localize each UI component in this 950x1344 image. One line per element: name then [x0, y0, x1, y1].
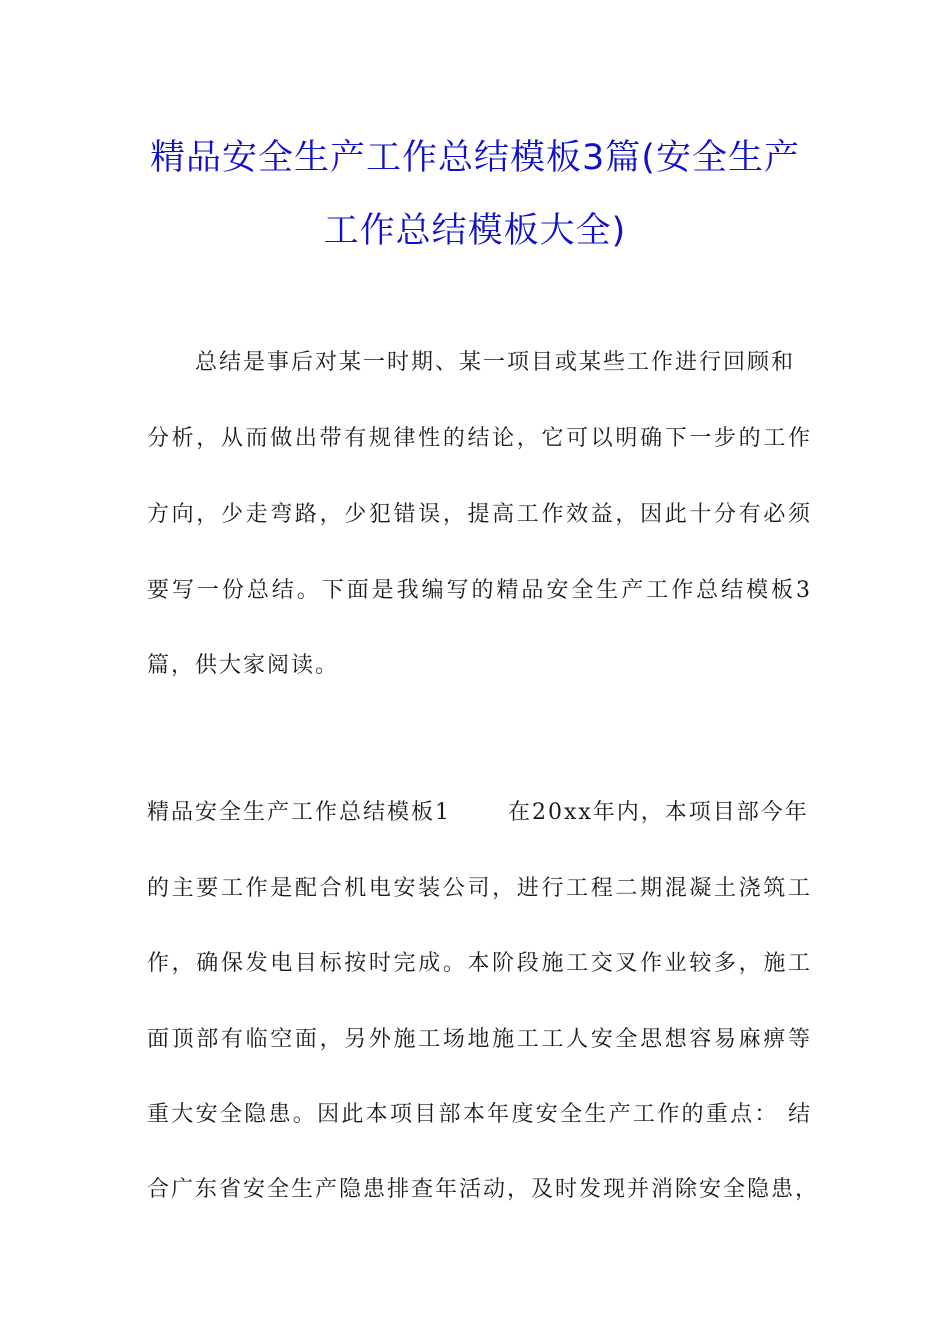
section1-line-6: 合广东省安全生产隐患排查年活动，及时发现并消除安全隐患， [147, 1177, 820, 1202]
document-title-line-2: 工作总结模板大全) [323, 211, 627, 251]
intro-line-5: 篇，供大家阅读。 [147, 653, 340, 678]
section1-line-3: 作，确保发电目标按时完成。本阶段施工交叉作业较多，施工 [147, 951, 812, 976]
section1-line-1: 精品安全生产工作总结模板1 在20xx年内，本项目部今年 [147, 800, 809, 825]
document-title-line-1: 精品安全生产工作总结模板3篇(安全生产 [150, 138, 800, 178]
section1-line-4: 面顶部有临空面，另外施工场地施工工人安全思想容易麻痹等 [147, 1027, 812, 1052]
intro-line-2: 分析，从而做出带有规律性的结论，它可以明确下一步的工作 [147, 426, 812, 451]
intro-line-4: 要写一份总结。下面是我编写的精品安全生产工作总结模板3 [147, 578, 812, 603]
intro-line-1: 总结是事后对某一时期、某一项目或某些工作进行回顾和 [195, 350, 796, 375]
intro-line-3: 方向，少走弯路，少犯错误，提高工作效益，因此十分有必须 [147, 502, 812, 527]
section1-line-2: 的主要工作是配合机电安装公司，进行工程二期混凝土浇筑工 [147, 876, 812, 901]
section1-line-5: 重大安全隐患。因此本项目部本年度安全生产工作的重点： 结 [147, 1102, 812, 1127]
